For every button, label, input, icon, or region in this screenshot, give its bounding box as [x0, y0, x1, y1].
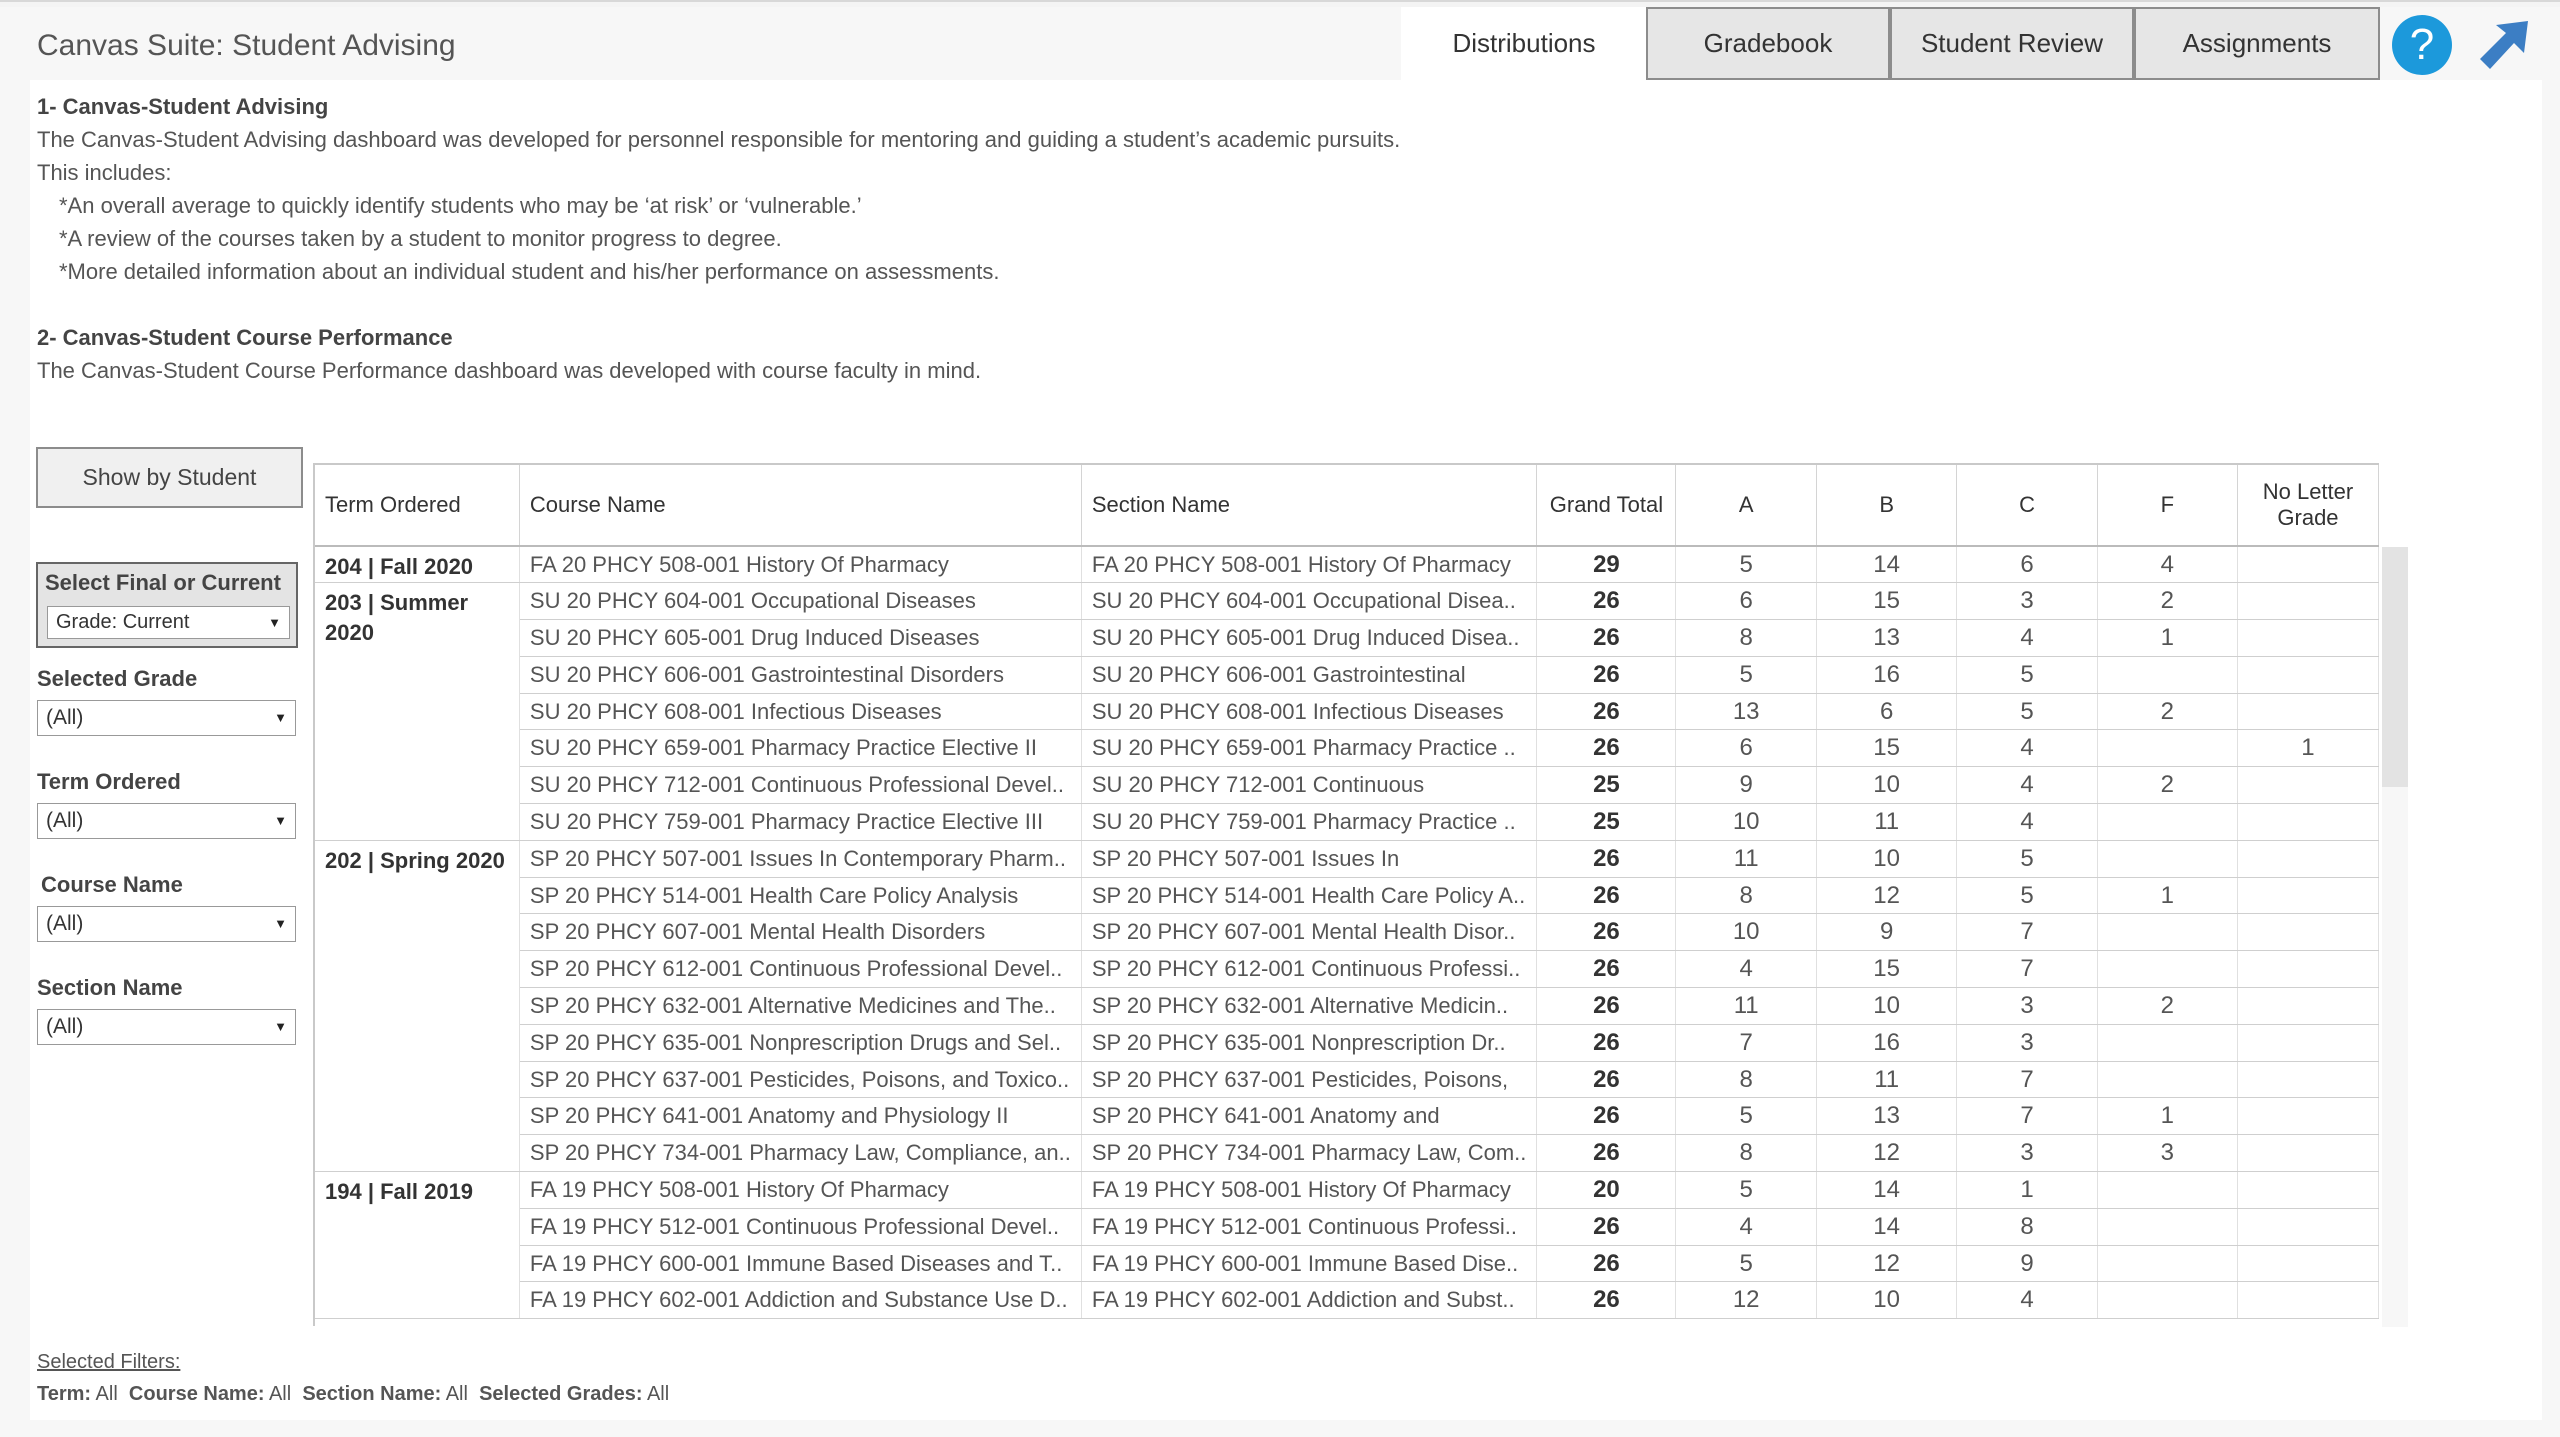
section-name-cell[interactable]: SU 20 PHCY 659-001 Pharmacy Practice .. [1081, 730, 1537, 767]
final-current-filter [36, 562, 298, 648]
grade-a-cell[interactable]: 6 [1676, 730, 1816, 767]
grade-a-cell[interactable]: 8 [1676, 620, 1816, 657]
grade-f-cell[interactable]: 4 [2097, 546, 2237, 583]
grade-b-cell[interactable]: 10 [1816, 840, 1956, 877]
grade-c-cell[interactable]: 4 [1957, 620, 2097, 657]
grade-c-cell[interactable]: 4 [1957, 730, 2097, 767]
table-row[interactable] [315, 1098, 2379, 1135]
grade-f-cell[interactable] [2097, 951, 2237, 988]
term-cell[interactable]: 203 | Summer 2020 [315, 583, 519, 841]
grade-f-cell[interactable] [2097, 840, 2237, 877]
course-name-label: Course Name [41, 872, 183, 897]
grade-b-cell[interactable]: 15 [1816, 730, 1956, 767]
final-current-label: Select Final or Current [45, 570, 281, 595]
section-heading-advising: 1- Canvas-Student Advising [37, 94, 329, 119]
grade-c-cell[interactable]: 3 [1957, 583, 2097, 620]
table-row[interactable] [315, 1208, 2379, 1245]
scrollbar-thumb[interactable] [2382, 547, 2408, 787]
grade-c-cell[interactable]: 6 [1957, 546, 2097, 583]
course-name-cell[interactable]: FA 19 PHCY 600-001 Immune Based Diseases and T.. [519, 1245, 1081, 1282]
no-letter-grade-cell[interactable] [2237, 693, 2378, 730]
app-header [0, 7, 2560, 80]
chevron-down-icon: ▼ [274, 916, 287, 931]
grade-c-cell[interactable]: 5 [1957, 693, 2097, 730]
grade-a-cell[interactable]: 8 [1676, 1135, 1816, 1172]
grade-c-cell[interactable]: 5 [1957, 656, 2097, 693]
grade-f-cell[interactable]: 2 [2097, 767, 2237, 804]
section-name-cell[interactable]: SP 20 PHCY 641-001 Anatomy and [1081, 1098, 1537, 1135]
selected-filters-heading: Selected Filters: [37, 1351, 181, 1373]
app-title: Canvas Suite: Student Advising [37, 29, 456, 62]
grade-a-cell[interactable]: 4 [1676, 951, 1816, 988]
grade-f-cell[interactable] [2097, 656, 2237, 693]
no-letter-grade-cell[interactable] [2237, 1135, 2378, 1172]
grade-b-cell[interactable]: 12 [1816, 1245, 1956, 1282]
grand-total-cell[interactable]: 26 [1537, 1135, 1676, 1172]
no-letter-grade-cell[interactable] [2237, 1245, 2378, 1282]
section-name-select[interactable] [37, 1009, 296, 1045]
filter-course-value: All [268, 1383, 292, 1405]
grade-a-cell[interactable]: 12 [1676, 1282, 1816, 1319]
column-header[interactable]: F [2097, 465, 2237, 546]
term-ordered-select[interactable] [37, 803, 296, 839]
course-name-cell[interactable]: FA 19 PHCY 512-001 Continuous Professional Devel.. [519, 1208, 1081, 1245]
table-row[interactable] [315, 730, 2379, 767]
grade-c-cell[interactable]: 4 [1957, 1282, 2097, 1319]
top-border [0, 0, 2560, 7]
section-name-cell[interactable]: SP 20 PHCY 635-001 Nonprescription Dr.. [1081, 1024, 1537, 1061]
column-header[interactable]: B [1816, 465, 1956, 546]
no-letter-grade-cell[interactable] [2237, 656, 2378, 693]
table-row[interactable] [315, 914, 2379, 951]
no-letter-grade-cell[interactable] [2237, 767, 2378, 804]
no-letter-grade-cell[interactable] [2237, 840, 2378, 877]
column-header[interactable]: Section Name [1081, 465, 1537, 546]
table-row[interactable] [315, 1172, 2379, 1209]
course-name-cell[interactable]: SP 20 PHCY 612-001 Continuous Professional Devel.. [519, 951, 1081, 988]
course-name-cell[interactable]: SU 20 PHCY 759-001 Pharmacy Practice Elective III [519, 804, 1081, 841]
grade-a-cell[interactable]: 8 [1676, 877, 1816, 914]
grand-total-cell[interactable]: 26 [1537, 1282, 1676, 1319]
course-name-cell[interactable]: SU 20 PHCY 712-001 Continuous Professional Devel.. [519, 767, 1081, 804]
final-current-value: Grade: Current [56, 611, 190, 633]
section-name-cell[interactable]: SU 20 PHCY 712-001 Continuous [1081, 767, 1537, 804]
grade-c-cell[interactable]: 7 [1957, 1061, 2097, 1098]
no-letter-grade-cell[interactable] [2237, 951, 2378, 988]
term-cell[interactable]: 202 | Spring 2020 [315, 840, 519, 1171]
selected-grade-select[interactable] [37, 700, 296, 736]
grade-f-cell[interactable]: 2 [2097, 693, 2237, 730]
grade-c-cell[interactable]: 7 [1957, 914, 2097, 951]
grade-f-cell[interactable]: 3 [2097, 1135, 2237, 1172]
grade-c-cell[interactable]: 1 [1957, 1172, 2097, 1209]
grade-c-cell[interactable]: 3 [1957, 1135, 2097, 1172]
grade-f-cell[interactable]: 1 [2097, 620, 2237, 657]
course-name-cell[interactable]: SP 20 PHCY 637-001 Pesticides, Poisons, and Toxico.. [519, 1061, 1081, 1098]
arrow-up-right-icon[interactable] [2476, 17, 2532, 73]
course-name-cell[interactable]: SP 20 PHCY 507-001 Issues In Contemporary Pharm.. [519, 840, 1081, 877]
grand-total-cell[interactable]: 26 [1537, 656, 1676, 693]
intro-paragraph: The Canvas-Student Advising dashboard was developed for personnel responsible for mentoring and guiding a student’s academic pursuits. [37, 127, 1401, 152]
grand-total-cell[interactable]: 26 [1537, 1208, 1676, 1245]
grand-total-cell[interactable]: 26 [1537, 877, 1676, 914]
grand-total-cell[interactable]: 29 [1537, 546, 1676, 583]
section-name-cell[interactable]: SP 20 PHCY 514-001 Health Care Policy A.. [1081, 877, 1537, 914]
table-row[interactable] [315, 1135, 2379, 1172]
grade-a-cell[interactable]: 5 [1676, 1245, 1816, 1282]
filter-section-value: All [445, 1383, 468, 1405]
grand-total-cell[interactable]: 26 [1537, 583, 1676, 620]
grade-f-cell[interactable] [2097, 1208, 2237, 1245]
grade-a-cell[interactable]: 5 [1676, 1098, 1816, 1135]
grade-c-cell[interactable]: 3 [1957, 1024, 2097, 1061]
course-name-select[interactable] [37, 906, 296, 942]
section-name-cell[interactable]: FA 20 PHCY 508-001 History Of Pharmacy [1081, 546, 1537, 583]
grade-a-cell[interactable]: 13 [1676, 693, 1816, 730]
grade-f-cell[interactable] [2097, 1282, 2237, 1319]
section-name-cell[interactable]: FA 19 PHCY 508-001 History Of Pharmacy [1081, 1172, 1537, 1209]
no-letter-grade-cell[interactable] [2237, 1282, 2378, 1319]
table-row[interactable] [315, 1061, 2379, 1098]
no-letter-grade-cell[interactable] [2237, 804, 2378, 841]
grade-b-cell[interactable]: 10 [1816, 988, 1956, 1025]
selected-filters-values [37, 1378, 669, 1410]
grade-b-cell[interactable]: 10 [1816, 767, 1956, 804]
grade-b-cell[interactable]: 10 [1816, 1282, 1956, 1319]
section-name-cell[interactable]: SP 20 PHCY 637-001 Pesticides, Poisons, [1081, 1061, 1537, 1098]
selected-grade-value: (All) [46, 706, 84, 729]
course-name-value: (All) [46, 912, 84, 935]
grade-f-cell[interactable] [2097, 1172, 2237, 1209]
help-icon[interactable]: ? [2392, 15, 2452, 75]
grade-b-cell[interactable]: 15 [1816, 583, 1956, 620]
intro-includes: This includes: [37, 160, 172, 185]
grade-a-cell[interactable]: 6 [1676, 583, 1816, 620]
grade-b-cell[interactable]: 12 [1816, 1135, 1956, 1172]
course-name-cell[interactable]: SU 20 PHCY 605-001 Drug Induced Diseases [519, 620, 1081, 657]
grand-total-cell[interactable]: 26 [1537, 693, 1676, 730]
grade-c-cell[interactable]: 8 [1957, 1208, 2097, 1245]
table-row[interactable] [315, 767, 2379, 804]
chevron-down-icon: ▼ [274, 710, 287, 725]
section-name-cell[interactable]: FA 19 PHCY 600-001 Immune Based Dise.. [1081, 1245, 1537, 1282]
no-letter-grade-cell[interactable] [2237, 1172, 2378, 1209]
grade-b-cell[interactable]: 14 [1816, 1172, 1956, 1209]
grand-total-cell[interactable]: 26 [1537, 951, 1676, 988]
grand-total-cell[interactable]: 26 [1537, 1024, 1676, 1061]
grade-b-cell[interactable]: 14 [1816, 1208, 1956, 1245]
section-name-label: Section Name [37, 975, 183, 1000]
course-name-cell[interactable]: SU 20 PHCY 604-001 Occupational Diseases [519, 583, 1081, 620]
table-row[interactable] [315, 693, 2379, 730]
grade-b-cell[interactable]: 16 [1816, 656, 1956, 693]
table-row[interactable] [315, 988, 2379, 1025]
grade-b-cell[interactable]: 6 [1816, 693, 1956, 730]
grade-b-cell[interactable]: 13 [1816, 1098, 1956, 1135]
section-heading-course-performance: 2- Canvas-Student Course Performance [37, 325, 453, 350]
no-letter-grade-cell[interactable] [2237, 914, 2378, 951]
grade-c-cell[interactable]: 5 [1957, 840, 2097, 877]
no-letter-grade-cell[interactable] [2237, 877, 2378, 914]
course-name-cell[interactable]: SP 20 PHCY 632-001 Alternative Medicines and The.. [519, 988, 1081, 1025]
grade-a-cell[interactable]: 10 [1676, 914, 1816, 951]
section-name-cell[interactable]: FA 19 PHCY 512-001 Continuous Professi.. [1081, 1208, 1537, 1245]
grade-c-cell[interactable]: 5 [1957, 877, 2097, 914]
grand-total-cell[interactable]: 20 [1537, 1172, 1676, 1209]
chevron-down-icon: ▼ [274, 1019, 287, 1034]
section-name-cell[interactable]: SP 20 PHCY 734-001 Pharmacy Law, Com.. [1081, 1135, 1537, 1172]
no-letter-grade-cell[interactable] [2237, 583, 2378, 620]
section-name-cell[interactable]: SP 20 PHCY 607-001 Mental Health Disor.. [1081, 914, 1537, 951]
section-name-cell[interactable]: SU 20 PHCY 759-001 Pharmacy Practice .. [1081, 804, 1537, 841]
grade-f-cell[interactable] [2097, 730, 2237, 767]
tab-gradebook[interactable]: Gradebook [1646, 7, 1890, 80]
course-name-cell[interactable]: SP 20 PHCY 734-001 Pharmacy Law, Compliance, an.. [519, 1135, 1081, 1172]
grand-total-cell[interactable]: 25 [1537, 804, 1676, 841]
course-name-cell[interactable]: SP 20 PHCY 641-001 Anatomy and Physiology II [519, 1098, 1081, 1135]
chevron-down-icon: ▼ [274, 813, 287, 828]
grade-f-cell[interactable] [2097, 804, 2237, 841]
table-row[interactable] [315, 656, 2379, 693]
grade-c-cell[interactable]: 4 [1957, 767, 2097, 804]
grade-f-cell[interactable]: 1 [2097, 877, 2237, 914]
section-name-cell[interactable]: SP 20 PHCY 507-001 Issues In [1081, 840, 1537, 877]
grade-f-cell[interactable] [2097, 914, 2237, 951]
grand-total-cell[interactable]: 26 [1537, 914, 1676, 951]
grade-b-cell[interactable]: 15 [1816, 951, 1956, 988]
grade-f-cell[interactable] [2097, 1245, 2237, 1282]
selected-grade-label: Selected Grade [37, 666, 198, 691]
table-row[interactable] [315, 1282, 2379, 1319]
grand-total-cell[interactable]: 26 [1537, 840, 1676, 877]
grade-a-cell[interactable]: 5 [1676, 1172, 1816, 1209]
intro-bullet: *A review of the courses taken by a student to monitor progress to degree. [59, 226, 782, 251]
table-row[interactable] [315, 877, 2379, 914]
course-name-cell[interactable]: FA 19 PHCY 602-001 Addiction and Substance Use D.. [519, 1282, 1081, 1319]
term-ordered-value: (All) [46, 809, 84, 832]
term-ordered-label: Term Ordered [37, 769, 181, 794]
selected-filters-summary [37, 1346, 669, 1410]
grand-total-cell[interactable]: 26 [1537, 988, 1676, 1025]
grade-distribution-table [313, 463, 2379, 1326]
grade-a-cell[interactable]: 5 [1676, 656, 1816, 693]
grade-f-cell[interactable] [2097, 1061, 2237, 1098]
course-name-cell[interactable]: SP 20 PHCY 514-001 Health Care Policy Analysis [519, 877, 1081, 914]
tab-distributions[interactable]: Distributions [1401, 7, 1647, 80]
filter-term-value: All [95, 1383, 118, 1405]
grade-a-cell[interactable]: 11 [1676, 988, 1816, 1025]
grade-a-cell[interactable]: 11 [1676, 840, 1816, 877]
grade-c-cell[interactable]: 7 [1957, 951, 2097, 988]
no-letter-grade-cell[interactable] [2237, 546, 2378, 583]
course-name-cell[interactable]: SU 20 PHCY 608-001 Infectious Diseases [519, 693, 1081, 730]
grade-a-cell[interactable]: 4 [1676, 1208, 1816, 1245]
filter-term-label: Term: [37, 1383, 92, 1405]
tab-assignments[interactable]: Assignments [2134, 7, 2380, 80]
grade-a-cell[interactable]: 9 [1676, 767, 1816, 804]
no-letter-grade-cell[interactable] [2237, 1024, 2378, 1061]
table-row[interactable] [315, 804, 2379, 841]
intro-bullet: *More detailed information about an individual student and his/her performance on assessments. [59, 259, 1000, 284]
grand-total-cell[interactable]: 26 [1537, 1245, 1676, 1282]
grand-total-cell[interactable]: 25 [1537, 767, 1676, 804]
grade-b-cell[interactable]: 11 [1816, 1061, 1956, 1098]
section-name-cell[interactable]: FA 19 PHCY 602-001 Addiction and Subst.. [1081, 1282, 1537, 1319]
column-header[interactable]: C [1957, 465, 2097, 546]
table-row[interactable] [315, 546, 2379, 583]
section-name-value: (All) [46, 1015, 84, 1038]
course-name-cell[interactable]: SU 20 PHCY 659-001 Pharmacy Practice Elective II [519, 730, 1081, 767]
table-row[interactable] [315, 583, 2379, 620]
intro-text [37, 90, 1637, 387]
grand-total-cell[interactable]: 26 [1537, 730, 1676, 767]
filter-course-label: Course Name: [128, 1383, 265, 1405]
table-row[interactable] [315, 840, 2379, 877]
grade-b-cell[interactable]: 11 [1816, 804, 1956, 841]
filter-grades-label: Selected Grades: [479, 1383, 643, 1405]
intro-paragraph: The Canvas-Student Course Performance dashboard was developed with course faculty in mind. [37, 358, 982, 383]
table-row[interactable] [315, 951, 2379, 988]
grade-b-cell[interactable]: 14 [1816, 546, 1956, 583]
section-name-cell[interactable]: SU 20 PHCY 604-001 Occupational Disea.. [1081, 583, 1537, 620]
grade-c-cell[interactable]: 3 [1957, 988, 2097, 1025]
show-by-student-button[interactable]: Show by Student [36, 447, 303, 508]
grade-f-cell[interactable] [2097, 1024, 2237, 1061]
intro-bullet: *An overall average to quickly identify students who may be ‘at risk’ or ‘vulnerable.’ [59, 193, 862, 218]
grade-b-cell[interactable]: 16 [1816, 1024, 1956, 1061]
column-header[interactable]: Term Ordered [315, 465, 519, 546]
section-name-cell[interactable]: SU 20 PHCY 608-001 Infectious Diseases [1081, 693, 1537, 730]
grade-f-cell[interactable]: 1 [2097, 1098, 2237, 1135]
course-name-cell[interactable]: FA 19 PHCY 508-001 History Of Pharmacy [519, 1172, 1081, 1209]
grade-f-cell[interactable]: 2 [2097, 988, 2237, 1025]
course-name-cell[interactable]: SU 20 PHCY 606-001 Gastrointestinal Disorders [519, 656, 1081, 693]
section-name-cell[interactable]: SU 20 PHCY 606-001 Gastrointestinal [1081, 656, 1537, 693]
grade-c-cell[interactable]: 7 [1957, 1098, 2097, 1135]
grade-f-cell[interactable]: 2 [2097, 583, 2237, 620]
grade-a-cell[interactable]: 8 [1676, 1061, 1816, 1098]
term-cell[interactable]: 204 | Fall 2020 [315, 546, 519, 583]
grade-b-cell[interactable]: 12 [1816, 877, 1956, 914]
table-row[interactable] [315, 1024, 2379, 1061]
no-letter-grade-cell[interactable] [2237, 620, 2378, 657]
grand-total-cell[interactable]: 26 [1537, 1098, 1676, 1135]
section-name-cell[interactable]: SP 20 PHCY 632-001 Alternative Medicin.. [1081, 988, 1537, 1025]
grade-c-cell[interactable]: 4 [1957, 804, 2097, 841]
grade-a-cell[interactable]: 10 [1676, 804, 1816, 841]
grand-total-cell[interactable]: 26 [1537, 1061, 1676, 1098]
column-header[interactable]: No Letter Grade [2237, 465, 2378, 546]
filter-grades-value: All [646, 1383, 670, 1405]
column-header[interactable]: A [1676, 465, 1816, 546]
course-name-cell[interactable]: FA 20 PHCY 508-001 History Of Pharmacy [519, 546, 1081, 583]
course-name-cell[interactable]: SP 20 PHCY 607-001 Mental Health Disorders [519, 914, 1081, 951]
filter-section-label: Section Name: [302, 1383, 442, 1405]
column-header[interactable]: Grand Total [1537, 465, 1676, 546]
grade-b-cell[interactable]: 9 [1816, 914, 1956, 951]
grade-a-cell[interactable]: 7 [1676, 1024, 1816, 1061]
no-letter-grade-cell[interactable]: 1 [2237, 730, 2378, 767]
section-name-cell[interactable]: SP 20 PHCY 612-001 Continuous Professi.. [1081, 951, 1537, 988]
no-letter-grade-cell[interactable] [2237, 988, 2378, 1025]
no-letter-grade-cell[interactable] [2237, 1208, 2378, 1245]
final-current-select[interactable] [47, 606, 290, 639]
course-name-cell[interactable]: SP 20 PHCY 635-001 Nonprescription Drugs and Sel.. [519, 1024, 1081, 1061]
grade-b-cell[interactable]: 13 [1816, 620, 1956, 657]
table-row[interactable] [315, 620, 2379, 657]
table-row[interactable] [315, 1245, 2379, 1282]
section-name-cell[interactable]: SU 20 PHCY 605-001 Drug Induced Disea.. [1081, 620, 1537, 657]
chevron-down-icon: ▼ [268, 615, 281, 630]
table-header-row [315, 465, 2379, 546]
no-letter-grade-cell[interactable] [2237, 1098, 2378, 1135]
grand-total-cell[interactable]: 26 [1537, 620, 1676, 657]
column-header[interactable]: Course Name [519, 465, 1081, 546]
tab-student-review[interactable]: Student Review [1890, 7, 2134, 80]
no-letter-grade-cell[interactable] [2237, 1061, 2378, 1098]
grade-a-cell[interactable]: 5 [1676, 546, 1816, 583]
grade-c-cell[interactable]: 9 [1957, 1245, 2097, 1282]
term-cell[interactable]: 194 | Fall 2019 [315, 1172, 519, 1319]
